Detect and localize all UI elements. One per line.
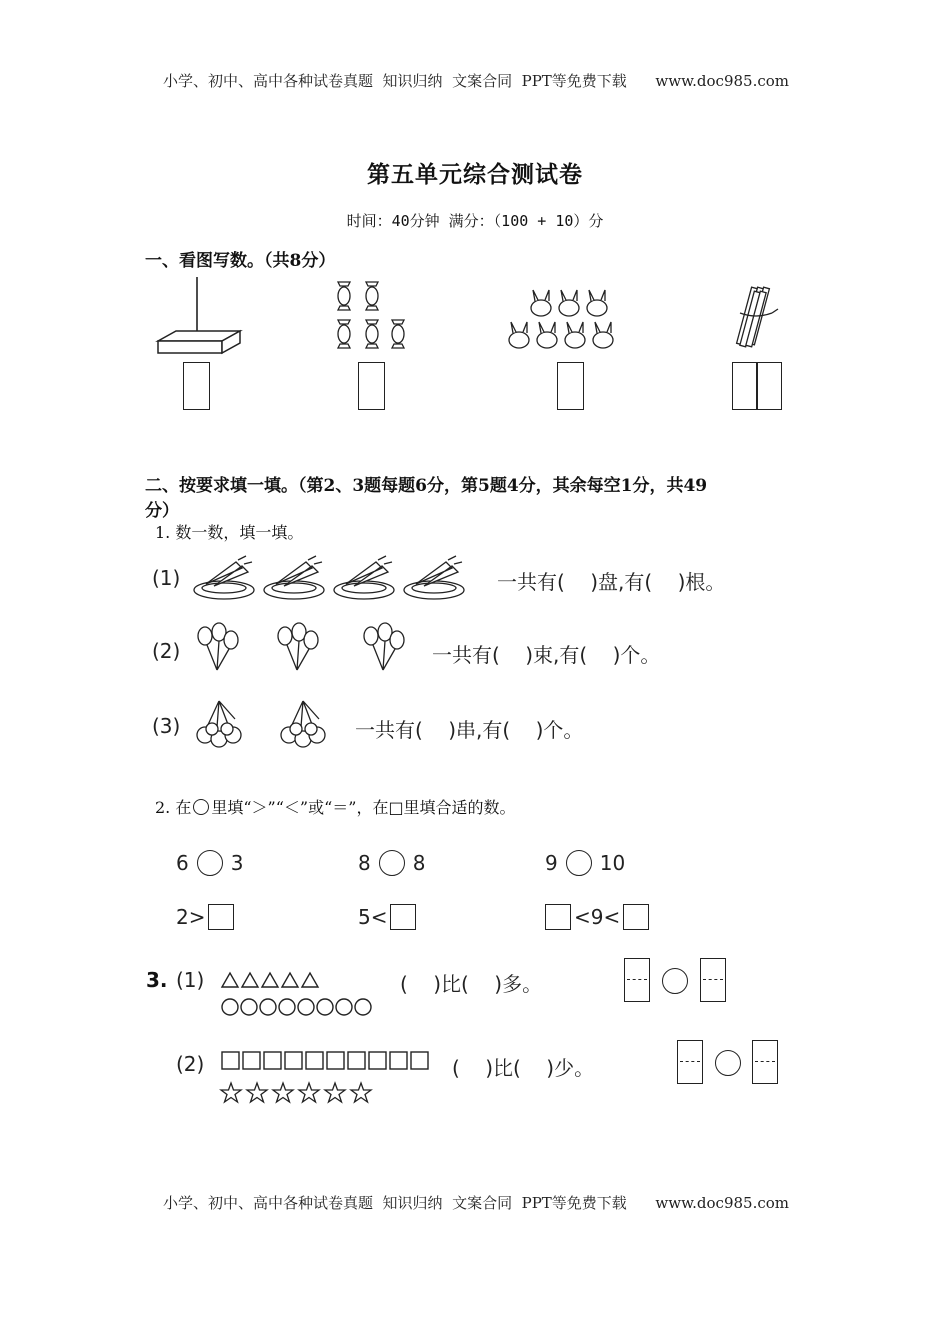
q3-number: 3. xyxy=(146,968,168,992)
q3-row1-label: (1) xyxy=(176,968,205,992)
q2-prompt-pre: 2. 在 xyxy=(155,798,192,817)
compare-circle[interactable] xyxy=(379,850,405,876)
q3-row1-text: ( )比( )多。 xyxy=(400,972,543,996)
fill-box[interactable] xyxy=(545,904,571,930)
q3-row1-answer-box-left[interactable] xyxy=(624,958,650,1002)
balloon-bunches-picture xyxy=(195,622,415,678)
fill-item-1 xyxy=(176,904,234,930)
q1-row1-label: (1) xyxy=(152,566,181,590)
fill-pre: 2> xyxy=(176,905,206,929)
circle-row xyxy=(220,997,380,1017)
fill-pre: 5< xyxy=(358,905,388,929)
compare-right: 10 xyxy=(599,851,626,875)
exam-meta: 时间：40分钟 满分：（100 + 10）分 xyxy=(346,212,604,230)
q1-row2-label: (2) xyxy=(152,639,181,663)
compare-right: 8 xyxy=(412,851,426,875)
answer-box-4[interactable] xyxy=(732,362,782,410)
cherry-bunches-picture xyxy=(195,697,335,751)
square-row xyxy=(220,1050,430,1072)
fill-item-3 xyxy=(545,904,649,930)
q3-row2-answer-box-right[interactable] xyxy=(752,1040,778,1084)
compare-left: 6 xyxy=(176,851,189,875)
section2-heading-line2: 分） xyxy=(145,501,179,521)
triangle-row xyxy=(220,970,320,990)
rabbit-picture xyxy=(505,288,635,358)
fill-mid: <9< xyxy=(574,905,621,929)
answer-box-3[interactable] xyxy=(557,362,584,410)
page-title: 第五单元综合测试卷 xyxy=(367,161,583,188)
q2-prompt xyxy=(155,795,516,818)
q1-row2-text: 一共有( )束,有( )个。 xyxy=(432,643,661,667)
compare-item-3 xyxy=(545,850,625,876)
answer-box-1[interactable] xyxy=(183,362,210,410)
answer-box-2[interactable] xyxy=(358,362,385,410)
page-footer: 小学、初中、高中各种试卷真题 知识归纳 文案合同 PPT等免费下载 www.doc985.com xyxy=(163,1194,790,1212)
compare-left: 8 xyxy=(358,851,371,875)
stick-bundle-picture xyxy=(730,283,790,353)
fill-box[interactable] xyxy=(623,904,649,930)
fill-box[interactable] xyxy=(208,904,234,930)
q3-row2-label: (2) xyxy=(176,1052,205,1076)
fill-item-2 xyxy=(358,904,416,930)
q3-row2-answer-box-left[interactable] xyxy=(677,1040,703,1084)
compare-right: 3 xyxy=(230,851,244,875)
candy-picture xyxy=(330,278,420,358)
q3-row2-compare-circle[interactable] xyxy=(715,1050,741,1076)
q2-prompt-post: 里填“＞”“＜”或“＝”，在□里填合适的数。 xyxy=(211,798,516,817)
section2-heading-line1: 二、按要求填一填。（第2、3题每题6分，第5题4分，其余每空1分，共49 xyxy=(145,476,708,496)
q1-prompt: 1. 数一数，填一填。 xyxy=(155,523,304,542)
compare-item-2 xyxy=(358,850,425,876)
compare-circle[interactable] xyxy=(566,850,592,876)
page-header: 小学、初中、高中各种试卷真题 知识归纳 文案合同 PPT等免费下载 www.doc985.com xyxy=(163,72,790,90)
compare-left: 9 xyxy=(545,851,558,875)
circle-icon xyxy=(193,799,209,815)
section1-heading: 一、看图写数。（共8分） xyxy=(145,251,336,271)
q1-row3-label: (3) xyxy=(152,714,181,738)
fill-box[interactable] xyxy=(390,904,416,930)
star-row xyxy=(220,1082,380,1104)
q1-row3-text: 一共有( )串,有( )个。 xyxy=(355,718,584,742)
q3-row1-answer-box-right[interactable] xyxy=(700,958,726,1002)
q1-row1-text: 一共有( )盘,有( )根。 xyxy=(497,570,726,594)
compare-item-1 xyxy=(176,850,243,876)
carrot-plates-picture xyxy=(192,552,482,604)
compare-circle[interactable] xyxy=(197,850,223,876)
q3-row1-compare-circle[interactable] xyxy=(662,968,688,994)
q3-row2-text: ( )比( )少。 xyxy=(452,1056,595,1080)
